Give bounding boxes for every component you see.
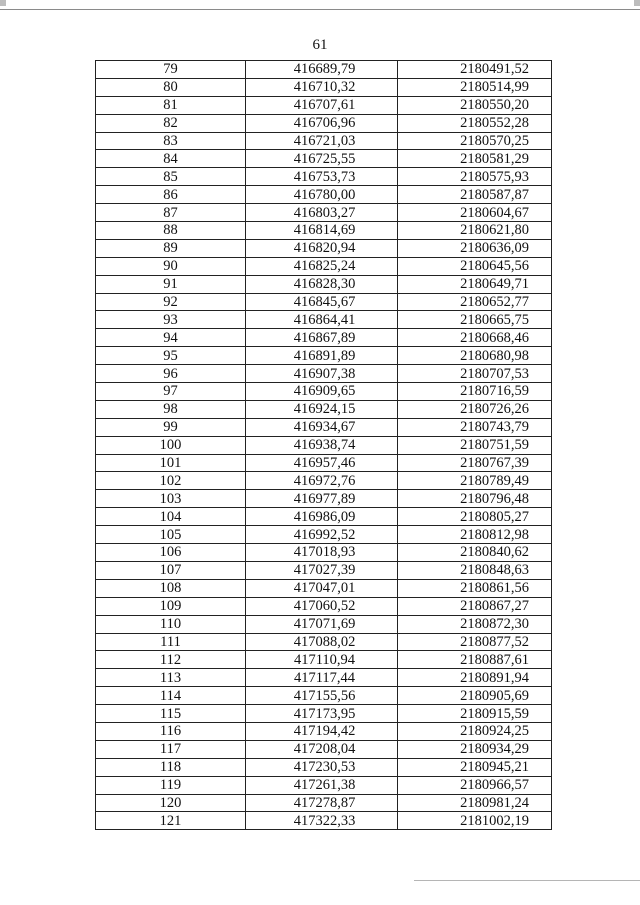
- y-coordinate-cell: 2180652,77: [398, 293, 552, 311]
- x-coordinate-cell: 416977,89: [246, 490, 398, 508]
- y-coordinate-cell: 2180726,26: [398, 400, 552, 418]
- table-row: [96, 275, 552, 293]
- x-coordinate-cell: 416725,55: [246, 150, 398, 168]
- y-coordinate-cell: 2180812,98: [398, 526, 552, 544]
- point-number-cell: 102: [96, 472, 246, 490]
- x-coordinate-cell: 416992,52: [246, 526, 398, 544]
- x-coordinate-cell: 416803,27: [246, 204, 398, 222]
- x-coordinate-cell: 417208,04: [246, 740, 398, 758]
- table-row: [96, 794, 552, 812]
- y-coordinate-cell: 2180867,27: [398, 597, 552, 615]
- y-coordinate-cell: 2180581,29: [398, 150, 552, 168]
- point-number-cell: 106: [96, 544, 246, 562]
- x-coordinate-cell: 417322,33: [246, 812, 398, 830]
- x-coordinate-cell: 417230,53: [246, 758, 398, 776]
- y-coordinate-cell: 2180981,24: [398, 794, 552, 812]
- point-number-cell: 104: [96, 508, 246, 526]
- table-row: [96, 222, 552, 240]
- table-row: [96, 96, 552, 114]
- x-coordinate-cell: 416867,89: [246, 329, 398, 347]
- scan-corner-mark-right: [634, 0, 640, 6]
- y-coordinate-cell: 2180491,52: [398, 61, 552, 79]
- table-row: [96, 132, 552, 150]
- x-coordinate-cell: 417278,87: [246, 794, 398, 812]
- table-row: [96, 239, 552, 257]
- x-coordinate-cell: 417155,56: [246, 687, 398, 705]
- table-row: [96, 526, 552, 544]
- y-coordinate-cell: 2180649,71: [398, 275, 552, 293]
- table-row: [96, 61, 552, 79]
- table-row: [96, 758, 552, 776]
- table-row: [96, 705, 552, 723]
- table-row: [96, 257, 552, 275]
- point-number-cell: 82: [96, 114, 246, 132]
- x-coordinate-cell: 416721,03: [246, 132, 398, 150]
- point-number-cell: 101: [96, 454, 246, 472]
- point-number-cell: 99: [96, 418, 246, 436]
- y-coordinate-cell: 2180789,49: [398, 472, 552, 490]
- y-coordinate-cell: 2180645,56: [398, 257, 552, 275]
- point-number-cell: 86: [96, 186, 246, 204]
- x-coordinate-cell: 416907,38: [246, 365, 398, 383]
- table-row: [96, 168, 552, 186]
- x-coordinate-cell: 416780,00: [246, 186, 398, 204]
- table-row: [96, 722, 552, 740]
- point-number-cell: 84: [96, 150, 246, 168]
- x-coordinate-cell: 416909,65: [246, 383, 398, 401]
- x-coordinate-cell: 416710,32: [246, 78, 398, 96]
- y-coordinate-cell: 2180905,69: [398, 687, 552, 705]
- table-row: [96, 150, 552, 168]
- x-coordinate-cell: 416689,79: [246, 61, 398, 79]
- scan-bottom-rule: [414, 880, 640, 881]
- y-coordinate-cell: 2180604,67: [398, 204, 552, 222]
- point-number-cell: 83: [96, 132, 246, 150]
- point-number-cell: 113: [96, 669, 246, 687]
- table-row: [96, 78, 552, 96]
- point-number-cell: 120: [96, 794, 246, 812]
- point-number-cell: 103: [96, 490, 246, 508]
- y-coordinate-cell: 2180751,59: [398, 436, 552, 454]
- y-coordinate-cell: 2180840,62: [398, 544, 552, 562]
- x-coordinate-cell: 417261,38: [246, 776, 398, 794]
- table-row: [96, 490, 552, 508]
- x-coordinate-cell: 417117,44: [246, 669, 398, 687]
- x-coordinate-cell: 416891,89: [246, 347, 398, 365]
- table-row: [96, 347, 552, 365]
- point-number-cell: 89: [96, 239, 246, 257]
- x-coordinate-cell: 416934,67: [246, 418, 398, 436]
- point-number-cell: 119: [96, 776, 246, 794]
- x-coordinate-cell: 417047,01: [246, 579, 398, 597]
- scan-corner-mark-left: [0, 0, 6, 6]
- y-coordinate-cell: 2180636,09: [398, 239, 552, 257]
- table-row: [96, 186, 552, 204]
- table-row: [96, 418, 552, 436]
- point-number-cell: 79: [96, 61, 246, 79]
- y-coordinate-cell: 2180861,56: [398, 579, 552, 597]
- point-number-cell: 85: [96, 168, 246, 186]
- table-row: [96, 579, 552, 597]
- y-coordinate-cell: 2180877,52: [398, 633, 552, 651]
- point-number-cell: 105: [96, 526, 246, 544]
- x-coordinate-cell: 417071,69: [246, 615, 398, 633]
- x-coordinate-cell: 416820,94: [246, 239, 398, 257]
- table-row: [96, 454, 552, 472]
- x-coordinate-cell: 417088,02: [246, 633, 398, 651]
- point-number-cell: 98: [96, 400, 246, 418]
- y-coordinate-cell: 2180621,80: [398, 222, 552, 240]
- point-number-cell: 97: [96, 383, 246, 401]
- y-coordinate-cell: 2180805,27: [398, 508, 552, 526]
- x-coordinate-cell: 416864,41: [246, 311, 398, 329]
- point-number-cell: 87: [96, 204, 246, 222]
- point-number-cell: 111: [96, 633, 246, 651]
- table-row: [96, 114, 552, 132]
- table-row: [96, 669, 552, 687]
- x-coordinate-cell: 416986,09: [246, 508, 398, 526]
- y-coordinate-cell: 2180550,20: [398, 96, 552, 114]
- x-coordinate-cell: 416957,46: [246, 454, 398, 472]
- table-row: [96, 329, 552, 347]
- x-coordinate-cell: 416938,74: [246, 436, 398, 454]
- page-number: 61: [312, 37, 328, 53]
- coordinates-table-body: [96, 61, 552, 830]
- point-number-cell: 117: [96, 740, 246, 758]
- x-coordinate-cell: 417060,52: [246, 597, 398, 615]
- y-coordinate-cell: 2180716,59: [398, 383, 552, 401]
- y-coordinate-cell: 2180514,99: [398, 78, 552, 96]
- x-coordinate-cell: 416814,69: [246, 222, 398, 240]
- y-coordinate-cell: 2180934,29: [398, 740, 552, 758]
- coordinates-table: [95, 60, 552, 830]
- y-coordinate-cell: 2180668,46: [398, 329, 552, 347]
- point-number-cell: 92: [96, 293, 246, 311]
- y-coordinate-cell: 2180924,25: [398, 722, 552, 740]
- point-number-cell: 90: [96, 257, 246, 275]
- y-coordinate-cell: 2180570,25: [398, 132, 552, 150]
- table-row: [96, 311, 552, 329]
- table-row: [96, 508, 552, 526]
- point-number-cell: 118: [96, 758, 246, 776]
- point-number-cell: 94: [96, 329, 246, 347]
- y-coordinate-cell: 2180552,28: [398, 114, 552, 132]
- x-coordinate-cell: 417173,95: [246, 705, 398, 723]
- table-row: [96, 383, 552, 401]
- point-number-cell: 100: [96, 436, 246, 454]
- point-number-cell: 107: [96, 561, 246, 579]
- y-coordinate-cell: 2180767,39: [398, 454, 552, 472]
- point-number-cell: 109: [96, 597, 246, 615]
- x-coordinate-cell: 417194,42: [246, 722, 398, 740]
- y-coordinate-cell: 2180872,30: [398, 615, 552, 633]
- y-coordinate-cell: 2180891,94: [398, 669, 552, 687]
- y-coordinate-cell: 2180915,59: [398, 705, 552, 723]
- table-row: [96, 365, 552, 383]
- table-row: [96, 633, 552, 651]
- y-coordinate-cell: 2180680,98: [398, 347, 552, 365]
- table-row: [96, 400, 552, 418]
- table-row: [96, 812, 552, 830]
- y-coordinate-cell: 2180966,57: [398, 776, 552, 794]
- table-row: [96, 204, 552, 222]
- point-number-cell: 96: [96, 365, 246, 383]
- scan-top-rule: [0, 9, 640, 10]
- y-coordinate-cell: 2180707,53: [398, 365, 552, 383]
- point-number-cell: 121: [96, 812, 246, 830]
- table-row: [96, 472, 552, 490]
- point-number-cell: 81: [96, 96, 246, 114]
- y-coordinate-cell: 2180575,93: [398, 168, 552, 186]
- table-row: [96, 293, 552, 311]
- table-row: [96, 740, 552, 758]
- y-coordinate-cell: 2180665,75: [398, 311, 552, 329]
- x-coordinate-cell: 416825,24: [246, 257, 398, 275]
- table-row: [96, 687, 552, 705]
- table-row: [96, 561, 552, 579]
- point-number-cell: 93: [96, 311, 246, 329]
- point-number-cell: 114: [96, 687, 246, 705]
- y-coordinate-cell: 2180848,63: [398, 561, 552, 579]
- x-coordinate-cell: 416924,15: [246, 400, 398, 418]
- point-number-cell: 112: [96, 651, 246, 669]
- point-number-cell: 95: [96, 347, 246, 365]
- point-number-cell: 108: [96, 579, 246, 597]
- table-row: [96, 651, 552, 669]
- x-coordinate-cell: 416845,67: [246, 293, 398, 311]
- y-coordinate-cell: 2181002,19: [398, 812, 552, 830]
- table-row: [96, 776, 552, 794]
- x-coordinate-cell: 416753,73: [246, 168, 398, 186]
- y-coordinate-cell: 2180796,48: [398, 490, 552, 508]
- y-coordinate-cell: 2180587,87: [398, 186, 552, 204]
- x-coordinate-cell: 417110,94: [246, 651, 398, 669]
- x-coordinate-cell: 417018,93: [246, 544, 398, 562]
- point-number-cell: 91: [96, 275, 246, 293]
- y-coordinate-cell: 2180887,61: [398, 651, 552, 669]
- table-row: [96, 597, 552, 615]
- point-number-cell: 80: [96, 78, 246, 96]
- point-number-cell: 110: [96, 615, 246, 633]
- x-coordinate-cell: 416972,76: [246, 472, 398, 490]
- y-coordinate-cell: 2180743,79: [398, 418, 552, 436]
- point-number-cell: 116: [96, 722, 246, 740]
- x-coordinate-cell: 417027,39: [246, 561, 398, 579]
- table-row: [96, 544, 552, 562]
- y-coordinate-cell: 2180945,21: [398, 758, 552, 776]
- x-coordinate-cell: 416707,61: [246, 96, 398, 114]
- table-row: [96, 436, 552, 454]
- point-number-cell: 115: [96, 705, 246, 723]
- table-row: [96, 615, 552, 633]
- point-number-cell: 88: [96, 222, 246, 240]
- x-coordinate-cell: 416706,96: [246, 114, 398, 132]
- x-coordinate-cell: 416828,30: [246, 275, 398, 293]
